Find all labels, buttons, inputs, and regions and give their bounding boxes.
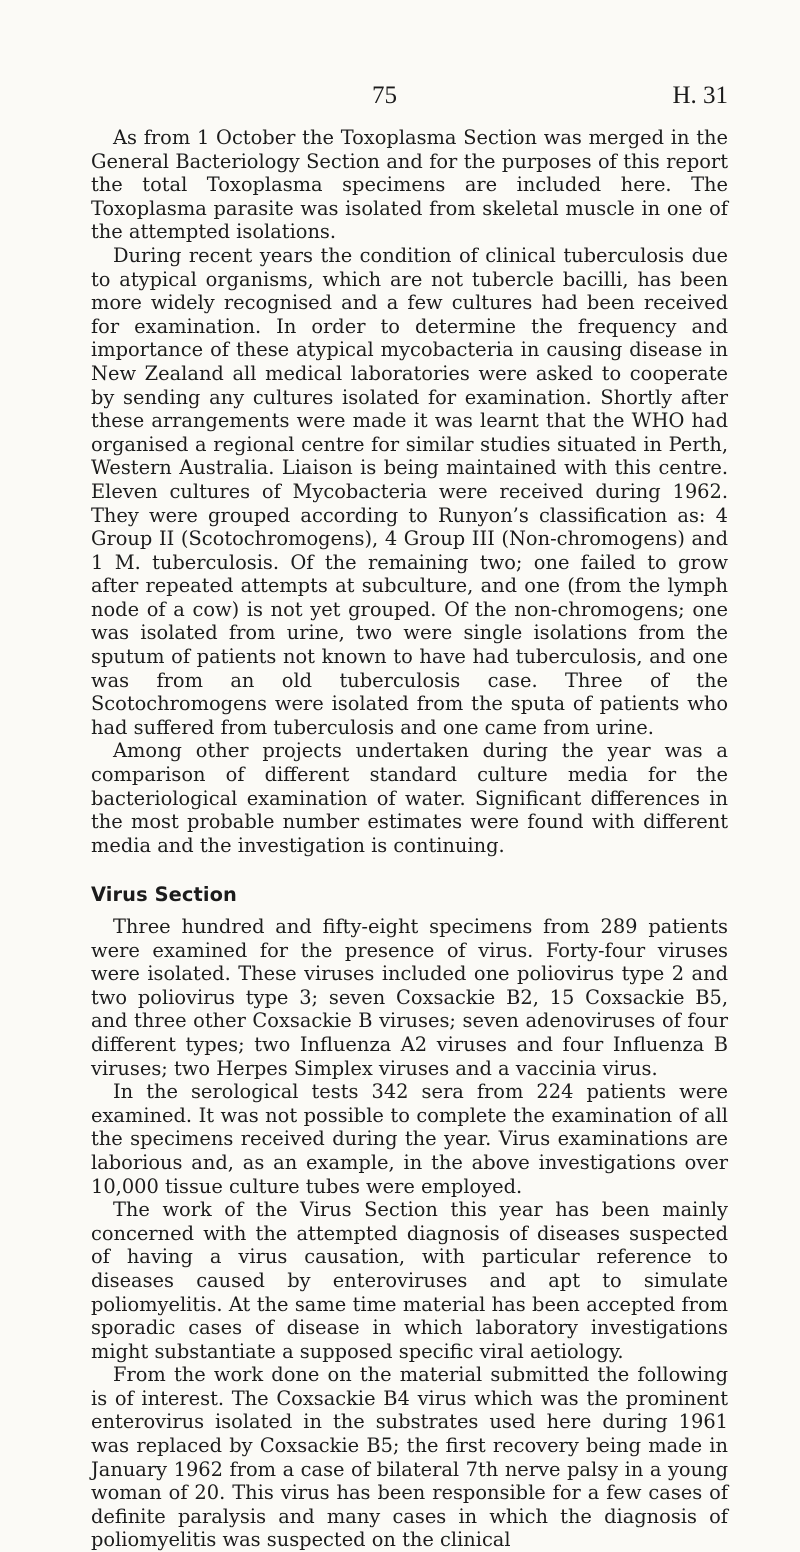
page-number: 75: [372, 82, 397, 109]
document-code: H. 31: [672, 82, 728, 109]
paragraph-mycobacteria: During recent years the condition of clinical tuberculosis due to atypical organisms, which are not tubercle bacilli, has been more widely recognised and a few cultures had been received for examination. In order to determine the frequency and importance of these atypical mycobacteria in causing disease in New Zealand all medical laboratories were asked to cooperate by sending any cultures isolated for examination. Shortly after these arrangements were made it was learnt that the WHO had organised a regional centre for similar studies situated in Perth, Western Australia. Liaison is being maintained with this centre. Eleven cultures of Mycobacteria were received during 1962. They were grouped according to Runyon’s classification as: 4 Group II (Scotochromogens), 4 Group III (Non-chromogens) and 1 M. tuberculosis. Of the remaining two; one failed to grow after repeated attempts at subculture, and one (from the lymph node of a cow) is not yet grouped. Of the non-chromogens; one was isolated from urine, two were single isolations from the sputum of patients not known to have had tuberculosis, and one was from an old tuberculosis case. Three of the Scotochromogens were isolated from the sputa of patients who had suffered from tuberculosis and one came from urine.: [91, 243, 728, 739]
paragraph-virus-work: The work of the Virus Section this year has been mainly concerned with the attempted diagnosis of diseases suspected of having a virus causation, with particular reference to diseases caused by enteroviruses and apt to simulate poliomyelitis. At the same time material has been accepted from sporadic cases of disease in which laboratory investigations might substantiate a supposed specific viral aetiology.: [91, 1198, 728, 1363]
paragraph-virus-specimens: Three hundred and fifty-eight specimens from 289 patients were examined for the presence of virus. Forty-four viruses were isolated. These viruses included one poliovirus type 2 and two poliovirus type 3; seven Coxsackie B2, 15 Coxsackie B5, and three other Coxsackie B viruses; seven adenoviruses of four different types; two Influenza A2 viruses and four Influenza B viruses; two Herpes Simplex viruses and a vaccinia virus.: [91, 915, 728, 1080]
section-heading-virus: Virus Section: [91, 883, 237, 907]
paragraph-toxoplasma: As from 1 October the Toxoplasma Section was merged in the General Bacteriology Section and for the purposes of this report the total Toxoplasma specimens are included here. The Toxoplasma parasite was isolated from skeletal muscle in one of the attempted isolations.: [91, 126, 728, 244]
paragraph-water-media: Among other projects undertaken during the year was a comparison of different standard culture media for the bacteriological examination of water. Significant differences in the most probable number estimates were found with different media and the investigation is continuing.: [91, 739, 728, 857]
page-header: [0, 82, 800, 122]
paragraph-coxsackie: From the work done on the material submitted the following is of interest. The Coxsackie B4 virus which was the prominent enterovirus isolated in the substrates used here during 1961 was replaced by Coxsackie B5; the first recovery being made in January 1962 from a case of bilateral 7th nerve palsy in a young woman of 20. This virus has been responsible for a few cases of definite paralysis and many cases in which the diagnosis of poliomyelitis was suspected on the clinical: [91, 1363, 728, 1552]
paragraph-serological-tests: In the serological tests 342 sera from 224 patients were examined. It was not possible to complete the examination of all the specimens received during the year. Virus examinations are laborious and, as an example, in the above investigations over 10,000 tissue culture tubes were employed.: [91, 1080, 728, 1198]
body-text: [91, 126, 728, 1552]
